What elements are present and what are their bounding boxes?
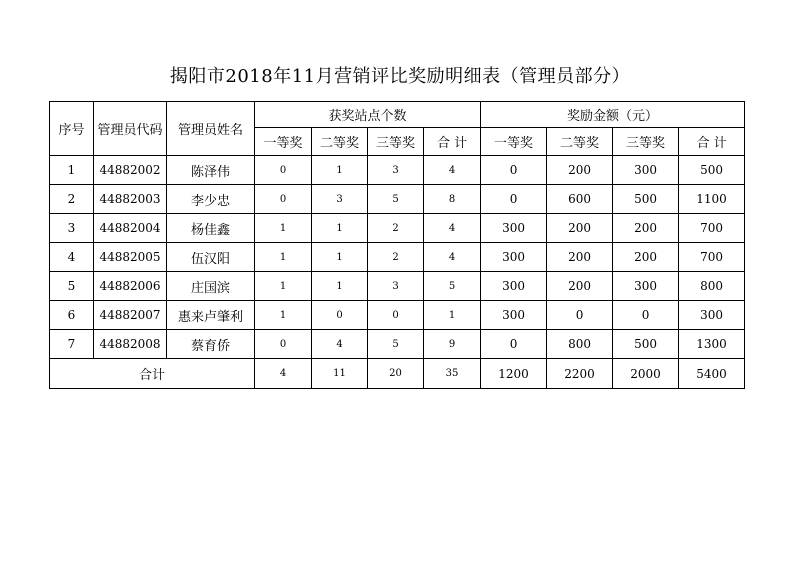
cell-sites-first: 1 bbox=[255, 301, 312, 330]
cell-reward-first: 300 bbox=[481, 214, 547, 243]
header-sites-first: 一等奖 bbox=[255, 128, 312, 156]
cell-reward-first: 300 bbox=[481, 243, 547, 272]
cell-sites-third: 5 bbox=[368, 185, 424, 214]
cell-sites-total: 8 bbox=[424, 185, 481, 214]
cell-reward-second: 600 bbox=[547, 185, 613, 214]
header-reward-third: 三等奖 bbox=[613, 128, 679, 156]
header-sites-total: 合 计 bbox=[424, 128, 481, 156]
cell-sites-total: 4 bbox=[424, 156, 481, 185]
cell-reward-third: 300 bbox=[613, 272, 679, 301]
cell-reward-third: 300 bbox=[613, 156, 679, 185]
cell-sites-first: 1 bbox=[255, 243, 312, 272]
cell-reward-total: 1300 bbox=[679, 330, 745, 359]
total-sites-third: 20 bbox=[368, 359, 424, 389]
cell-code: 44882008 bbox=[94, 330, 167, 359]
cell-code: 44882007 bbox=[94, 301, 167, 330]
cell-reward-second: 0 bbox=[547, 301, 613, 330]
table-row bbox=[50, 330, 745, 359]
cell-name: 陈泽伟 bbox=[167, 156, 255, 185]
table-row bbox=[50, 272, 745, 301]
cell-reward-total: 800 bbox=[679, 272, 745, 301]
total-reward-third: 2000 bbox=[613, 359, 679, 389]
cell-seq: 4 bbox=[50, 243, 94, 272]
cell-sites-total: 5 bbox=[424, 272, 481, 301]
cell-reward-total: 300 bbox=[679, 301, 745, 330]
total-sites-first: 4 bbox=[255, 359, 312, 389]
cell-sites-total: 1 bbox=[424, 301, 481, 330]
cell-name: 庄国滨 bbox=[167, 272, 255, 301]
total-sites-second: 11 bbox=[312, 359, 368, 389]
cell-sites-third: 3 bbox=[368, 156, 424, 185]
cell-reward-third: 200 bbox=[613, 214, 679, 243]
table-row bbox=[50, 156, 745, 185]
cell-sites-second: 1 bbox=[312, 214, 368, 243]
header-code: 管理员代码 bbox=[94, 102, 167, 156]
total-sites-total: 35 bbox=[424, 359, 481, 389]
cell-sites-second: 3 bbox=[312, 185, 368, 214]
cell-name: 蔡育侨 bbox=[167, 330, 255, 359]
cell-reward-second: 200 bbox=[547, 214, 613, 243]
cell-sites-third: 5 bbox=[368, 330, 424, 359]
cell-sites-total: 9 bbox=[424, 330, 481, 359]
cell-seq: 6 bbox=[50, 301, 94, 330]
header-reward-second: 二等奖 bbox=[547, 128, 613, 156]
header-sites-third: 三等奖 bbox=[368, 128, 424, 156]
cell-reward-third: 0 bbox=[613, 301, 679, 330]
cell-code: 44882003 bbox=[94, 185, 167, 214]
cell-sites-third: 3 bbox=[368, 272, 424, 301]
cell-seq: 1 bbox=[50, 156, 94, 185]
cell-reward-first: 0 bbox=[481, 330, 547, 359]
cell-seq: 2 bbox=[50, 185, 94, 214]
cell-seq: 7 bbox=[50, 330, 94, 359]
cell-reward-total: 1100 bbox=[679, 185, 745, 214]
cell-sites-total: 4 bbox=[424, 243, 481, 272]
header-seq: 序号 bbox=[50, 102, 94, 156]
header-reward-total: 合 计 bbox=[679, 128, 745, 156]
cell-reward-second: 200 bbox=[547, 243, 613, 272]
total-reward-first: 1200 bbox=[481, 359, 547, 389]
cell-seq: 3 bbox=[50, 214, 94, 243]
cell-reward-total: 500 bbox=[679, 156, 745, 185]
cell-name: 李少忠 bbox=[167, 185, 255, 214]
cell-sites-second: 4 bbox=[312, 330, 368, 359]
cell-sites-third: 2 bbox=[368, 214, 424, 243]
cell-name: 伍汉阳 bbox=[167, 243, 255, 272]
cell-name: 杨佳鑫 bbox=[167, 214, 255, 243]
cell-sites-second: 1 bbox=[312, 243, 368, 272]
cell-sites-third: 2 bbox=[368, 243, 424, 272]
cell-reward-second: 800 bbox=[547, 330, 613, 359]
total-reward-total: 5400 bbox=[679, 359, 745, 389]
cell-reward-third: 500 bbox=[613, 185, 679, 214]
page-title: 揭阳市2018年11月营销评比奖励明细表（管理员部分） bbox=[169, 66, 631, 87]
cell-code: 44882004 bbox=[94, 214, 167, 243]
cell-reward-total: 700 bbox=[679, 214, 745, 243]
reward-table bbox=[49, 101, 745, 389]
cell-reward-second: 200 bbox=[547, 272, 613, 301]
cell-sites-second: 0 bbox=[312, 301, 368, 330]
cell-sites-first: 1 bbox=[255, 272, 312, 301]
cell-sites-first: 1 bbox=[255, 214, 312, 243]
header-sites-group: 获奖站点个数 bbox=[255, 102, 481, 128]
cell-reward-total: 700 bbox=[679, 243, 745, 272]
cell-code: 44882002 bbox=[94, 156, 167, 185]
cell-seq: 5 bbox=[50, 272, 94, 301]
header-name: 管理员姓名 bbox=[167, 102, 255, 156]
total-row bbox=[50, 359, 745, 389]
header-row-1 bbox=[50, 102, 745, 128]
cell-code: 44882006 bbox=[94, 272, 167, 301]
cell-sites-first: 0 bbox=[255, 330, 312, 359]
cell-sites-second: 1 bbox=[312, 272, 368, 301]
cell-sites-second: 1 bbox=[312, 156, 368, 185]
cell-sites-first: 0 bbox=[255, 156, 312, 185]
total-reward-second: 2200 bbox=[547, 359, 613, 389]
cell-reward-first: 0 bbox=[481, 185, 547, 214]
cell-reward-first: 0 bbox=[481, 156, 547, 185]
table-row bbox=[50, 243, 745, 272]
cell-reward-second: 200 bbox=[547, 156, 613, 185]
cell-sites-third: 0 bbox=[368, 301, 424, 330]
table-row bbox=[50, 214, 745, 243]
table-row bbox=[50, 185, 745, 214]
cell-reward-third: 200 bbox=[613, 243, 679, 272]
cell-sites-total: 4 bbox=[424, 214, 481, 243]
header-sites-second: 二等奖 bbox=[312, 128, 368, 156]
table-row bbox=[50, 301, 745, 330]
total-label: 合计 bbox=[50, 359, 255, 389]
cell-name: 惠来卢肇利 bbox=[167, 301, 255, 330]
header-reward-first: 一等奖 bbox=[481, 128, 547, 156]
cell-reward-first: 300 bbox=[481, 301, 547, 330]
header-reward-group: 奖励金额（元） bbox=[481, 102, 745, 128]
cell-code: 44882005 bbox=[94, 243, 167, 272]
cell-reward-third: 500 bbox=[613, 330, 679, 359]
cell-reward-first: 300 bbox=[481, 272, 547, 301]
cell-sites-first: 0 bbox=[255, 185, 312, 214]
